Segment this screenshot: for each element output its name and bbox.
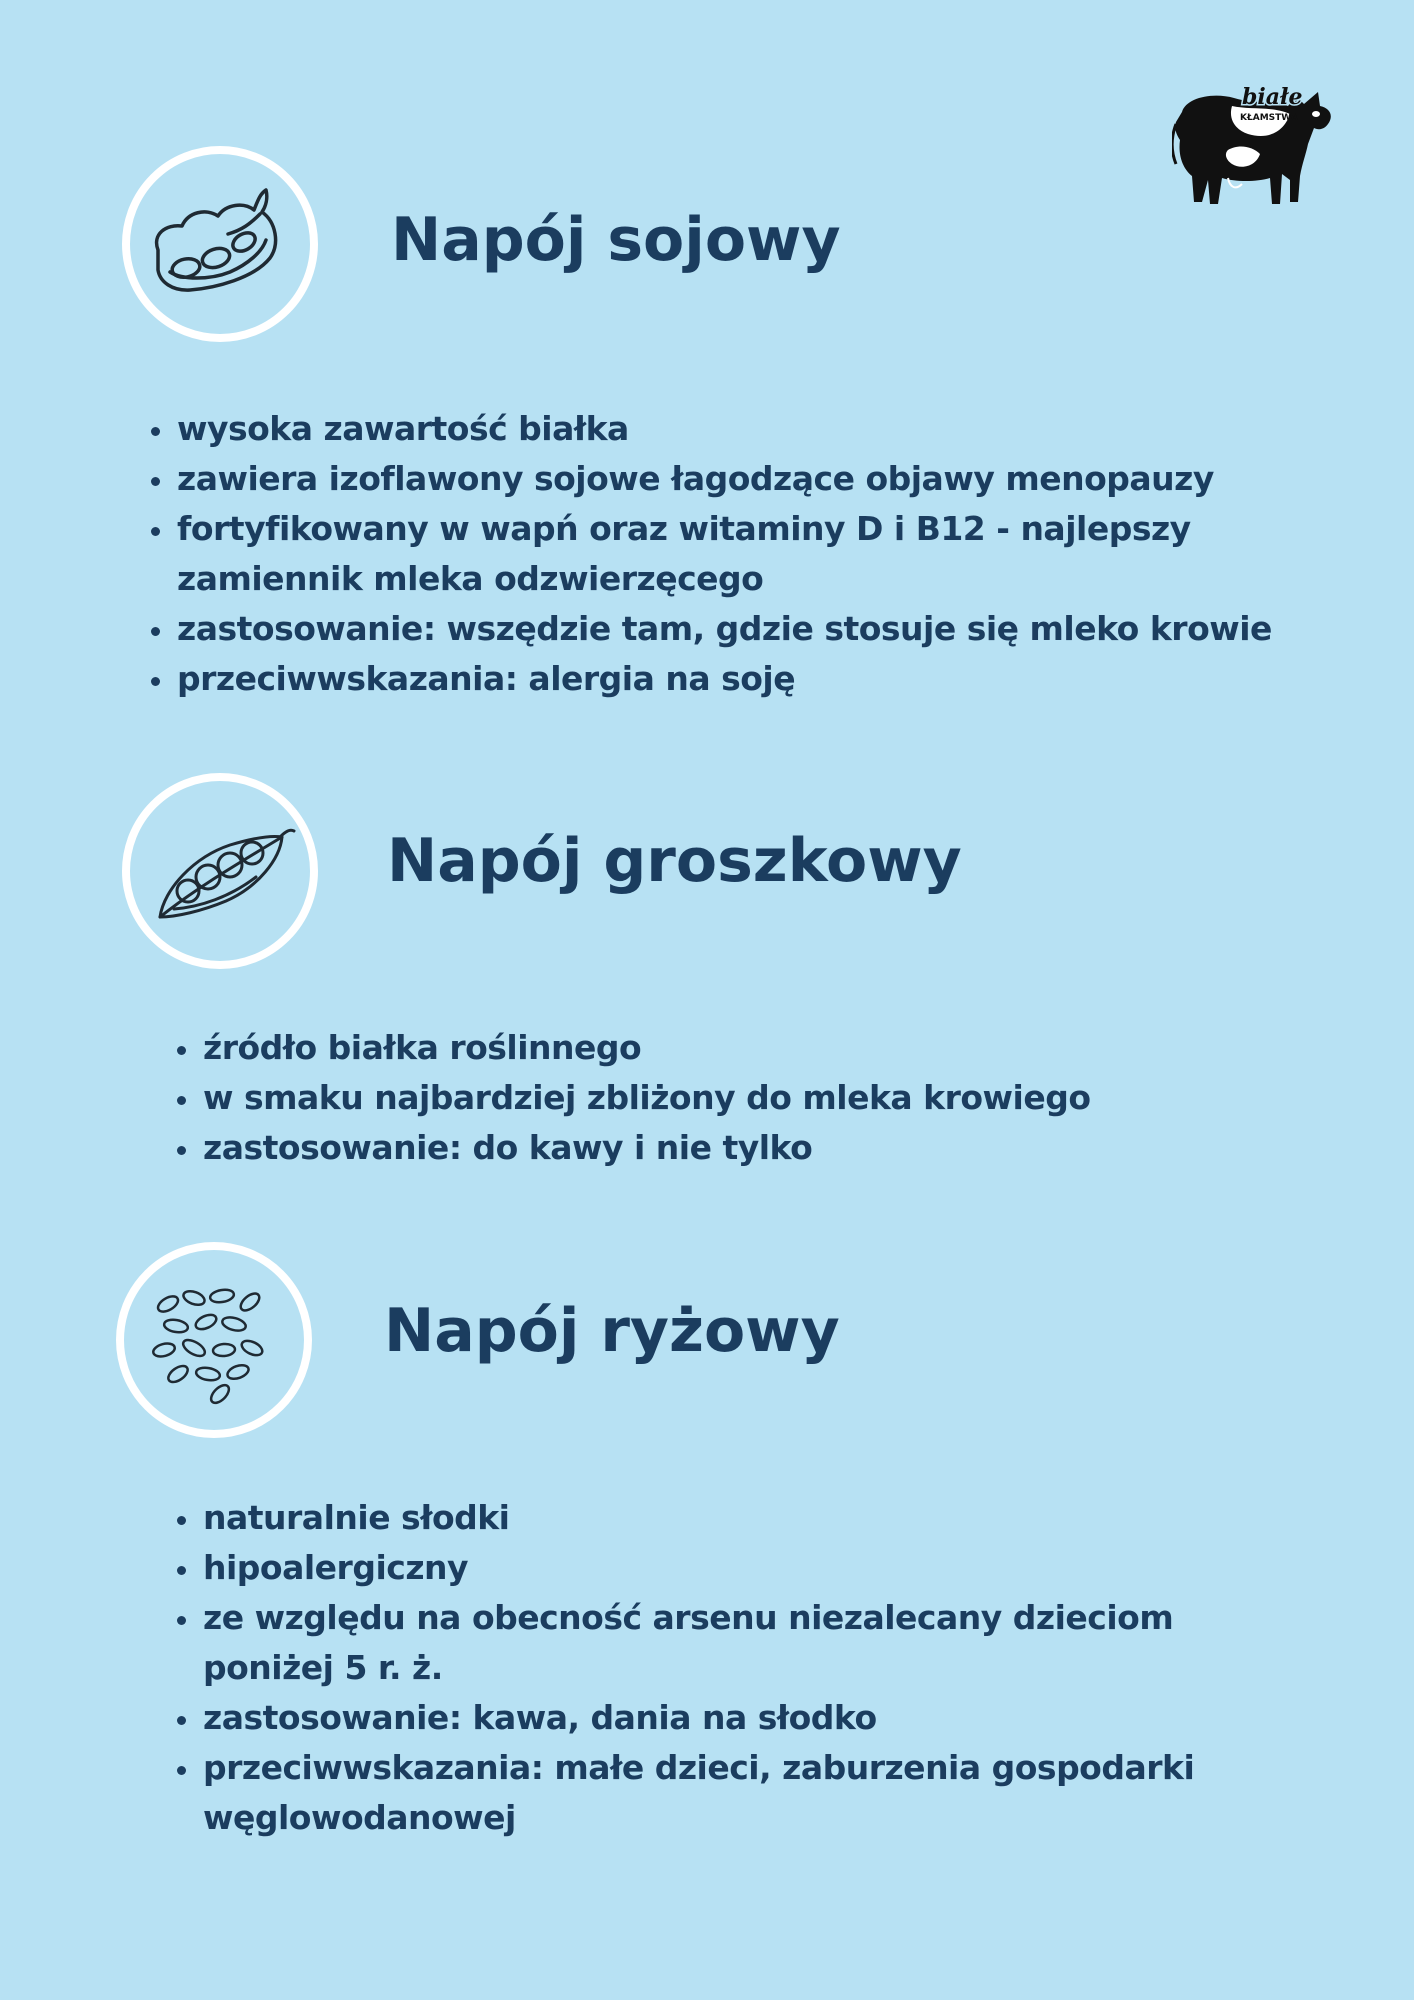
- list-item: • zastosowanie: do kawy i nie tylko: [201, 1123, 1341, 1173]
- list-item: • zastosowanie: kawa, dania na słodko: [201, 1693, 1321, 1743]
- soy-title: Napój sojowy: [391, 205, 841, 275]
- soybean-pod-icon: [130, 154, 310, 334]
- pea-list: [167, 1023, 1341, 1173]
- list-item: • zastosowanie: wszędzie tam, gdzie stosuje się mleko krowie: [175, 604, 1345, 654]
- list-item: • fortyfikowany w wapń oraz witaminy D i B12 - najlepszy zamiennik mleka odzwierzęcego: [175, 504, 1237, 604]
- pea-pod-icon: [130, 781, 310, 961]
- list-item: • zawiera izoflawony sojowe łagodzące objawy menopauzy: [175, 454, 1345, 504]
- rice-title: Napój ryżowy: [384, 1296, 840, 1366]
- pea-circle: [122, 773, 318, 969]
- soy-list: [141, 404, 1345, 704]
- list-item: • wysoka zawartość białka: [175, 404, 1345, 454]
- logo-brand-text: białe: [1242, 84, 1303, 110]
- list-item: • naturalnie słodki: [201, 1493, 1321, 1543]
- list-item: • ze względu na obecność arsenu niezalecany dzieciom poniżej 5 r. ż.: [201, 1593, 1233, 1693]
- rice-list: [167, 1493, 1321, 1843]
- list-item: • źródło białka roślinnego: [201, 1023, 1341, 1073]
- brand-logo: [1172, 84, 1336, 210]
- list-item: • hipoalergiczny: [201, 1543, 1321, 1593]
- pea-title: Napój groszkowy: [387, 826, 962, 896]
- logo-sub-text: KŁAMSTWA: [1240, 113, 1298, 123]
- list-item: • przeciwwskazania: małe dzieci, zaburzenia gospodarki węglowodanowej: [201, 1743, 1273, 1843]
- rice-circle: [116, 1242, 312, 1438]
- list-item: • przeciwwskazania: alergia na soję: [175, 654, 1345, 704]
- list-item: • w smaku najbardziej zbliżony do mleka krowiego: [201, 1073, 1341, 1123]
- rice-grains-icon: [124, 1250, 304, 1430]
- cow-icon: [1172, 84, 1336, 210]
- soybean-circle: [122, 146, 318, 342]
